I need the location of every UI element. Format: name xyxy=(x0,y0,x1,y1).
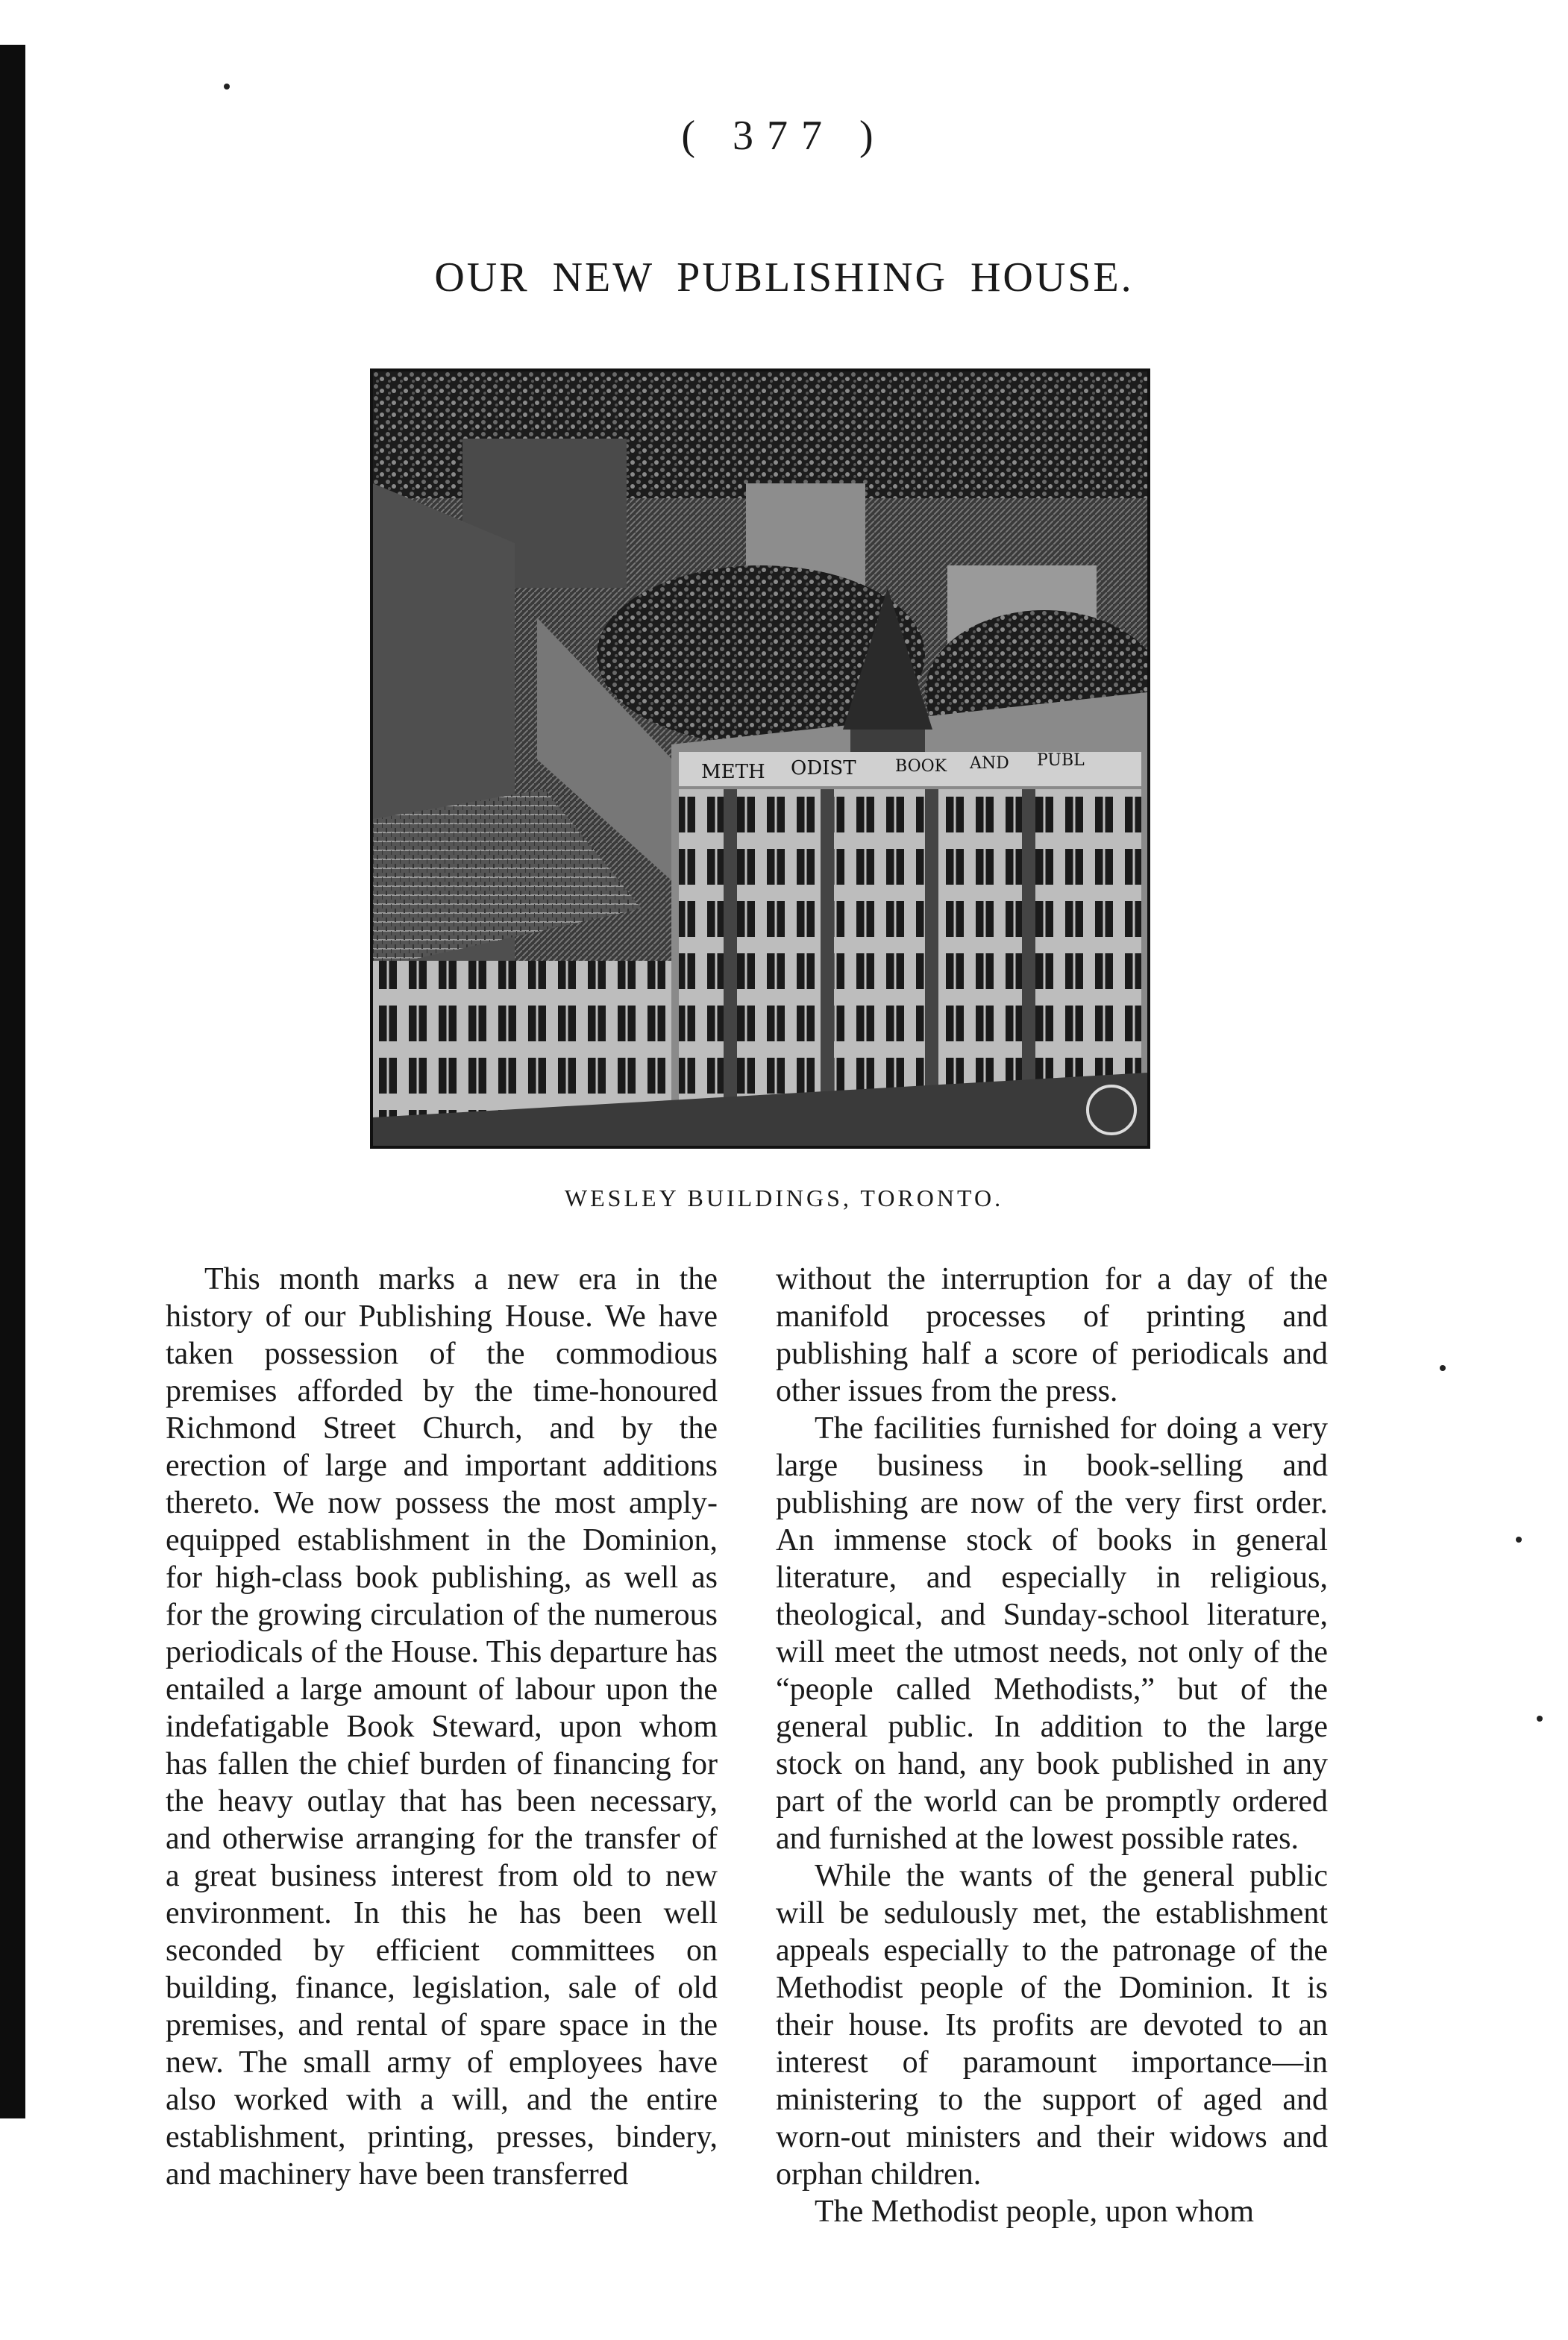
text-column-left xyxy=(166,1261,718,2193)
paragraph: This month marks a new era in the history of our Publishing House. We have taken possession of the commodious premises afforded by the time-honoured Richmond Street Church, and by the erection of large and important additions thereto. We now possess the most amply-equipped establishment in the Dominion, for high-class book publishing, as well as for the growing circulation of the numerous periodicals of the House. This departure has entailed a large amount of labour upon the indefatigable Book Steward, upon whom has fallen the chief burden of financing for the heavy outlay that has been necessary, and otherwise arranging for the transfer of a great business interest from old to new environment. In this he has been well seconded by efficient committees on building, finance, legislation, sale of old premises, and rental of spare space in the new. The small army of employees have also worked with a will, and the entire establishment, printing, presses, bindery, and machinery have been transferred xyxy=(166,1262,718,2192)
engraving-image xyxy=(373,371,1147,1146)
article-title: OUR NEW PUBLISHING HOUSE. xyxy=(434,254,1134,301)
print-speck xyxy=(1440,1365,1446,1371)
sign-text-5: PUBL xyxy=(1037,751,1085,770)
print-speck xyxy=(224,84,230,90)
paragraph: The facilities furnished for doing a very large business in book-selling and publishing are now of the very first order. An immense stock of books in general literature, and especially in religious, theological, and Sunday-school literature, will meet the utmost needs, not only of the “people called Methodists,” but of the general public. In addition to the large stock on hand, any book published in any part of the world can be promptly ordered and furnished at the lowest possible rates. xyxy=(776,1411,1328,1856)
sign-text-2: ODIST xyxy=(791,757,856,780)
paragraph: without the interruption for a day of the manifold processes of printing and publishing half a score of periodicals and other issues from the press. xyxy=(776,1262,1328,1408)
print-speck xyxy=(1537,1716,1543,1722)
illustration-wesley-buildings xyxy=(370,368,1150,1149)
sign-text-1: METH xyxy=(701,761,765,783)
binding-edge xyxy=(0,45,25,2118)
paragraph: The Methodist people, upon whom xyxy=(815,2195,1255,2229)
sign-text-4: AND xyxy=(970,754,1009,773)
print-speck xyxy=(1516,1537,1522,1543)
sign-text-3: BOOK xyxy=(895,757,947,776)
figure-caption: WESLEY BUILDINGS, TORONTO. xyxy=(564,1185,1004,1211)
paragraph: While the wants of the general public will be sedulously met, the establishment appeals especially to the patronage of the Methodist people of the Dominion. It is their house. Its profits are devoted to an interest of paramount importance—in ministering to the support of aged and worn-out ministers and their widows and orphan children. xyxy=(776,1859,1328,2192)
page-number: ( 377 ) xyxy=(681,113,887,159)
text-column-right xyxy=(776,1261,1328,2230)
